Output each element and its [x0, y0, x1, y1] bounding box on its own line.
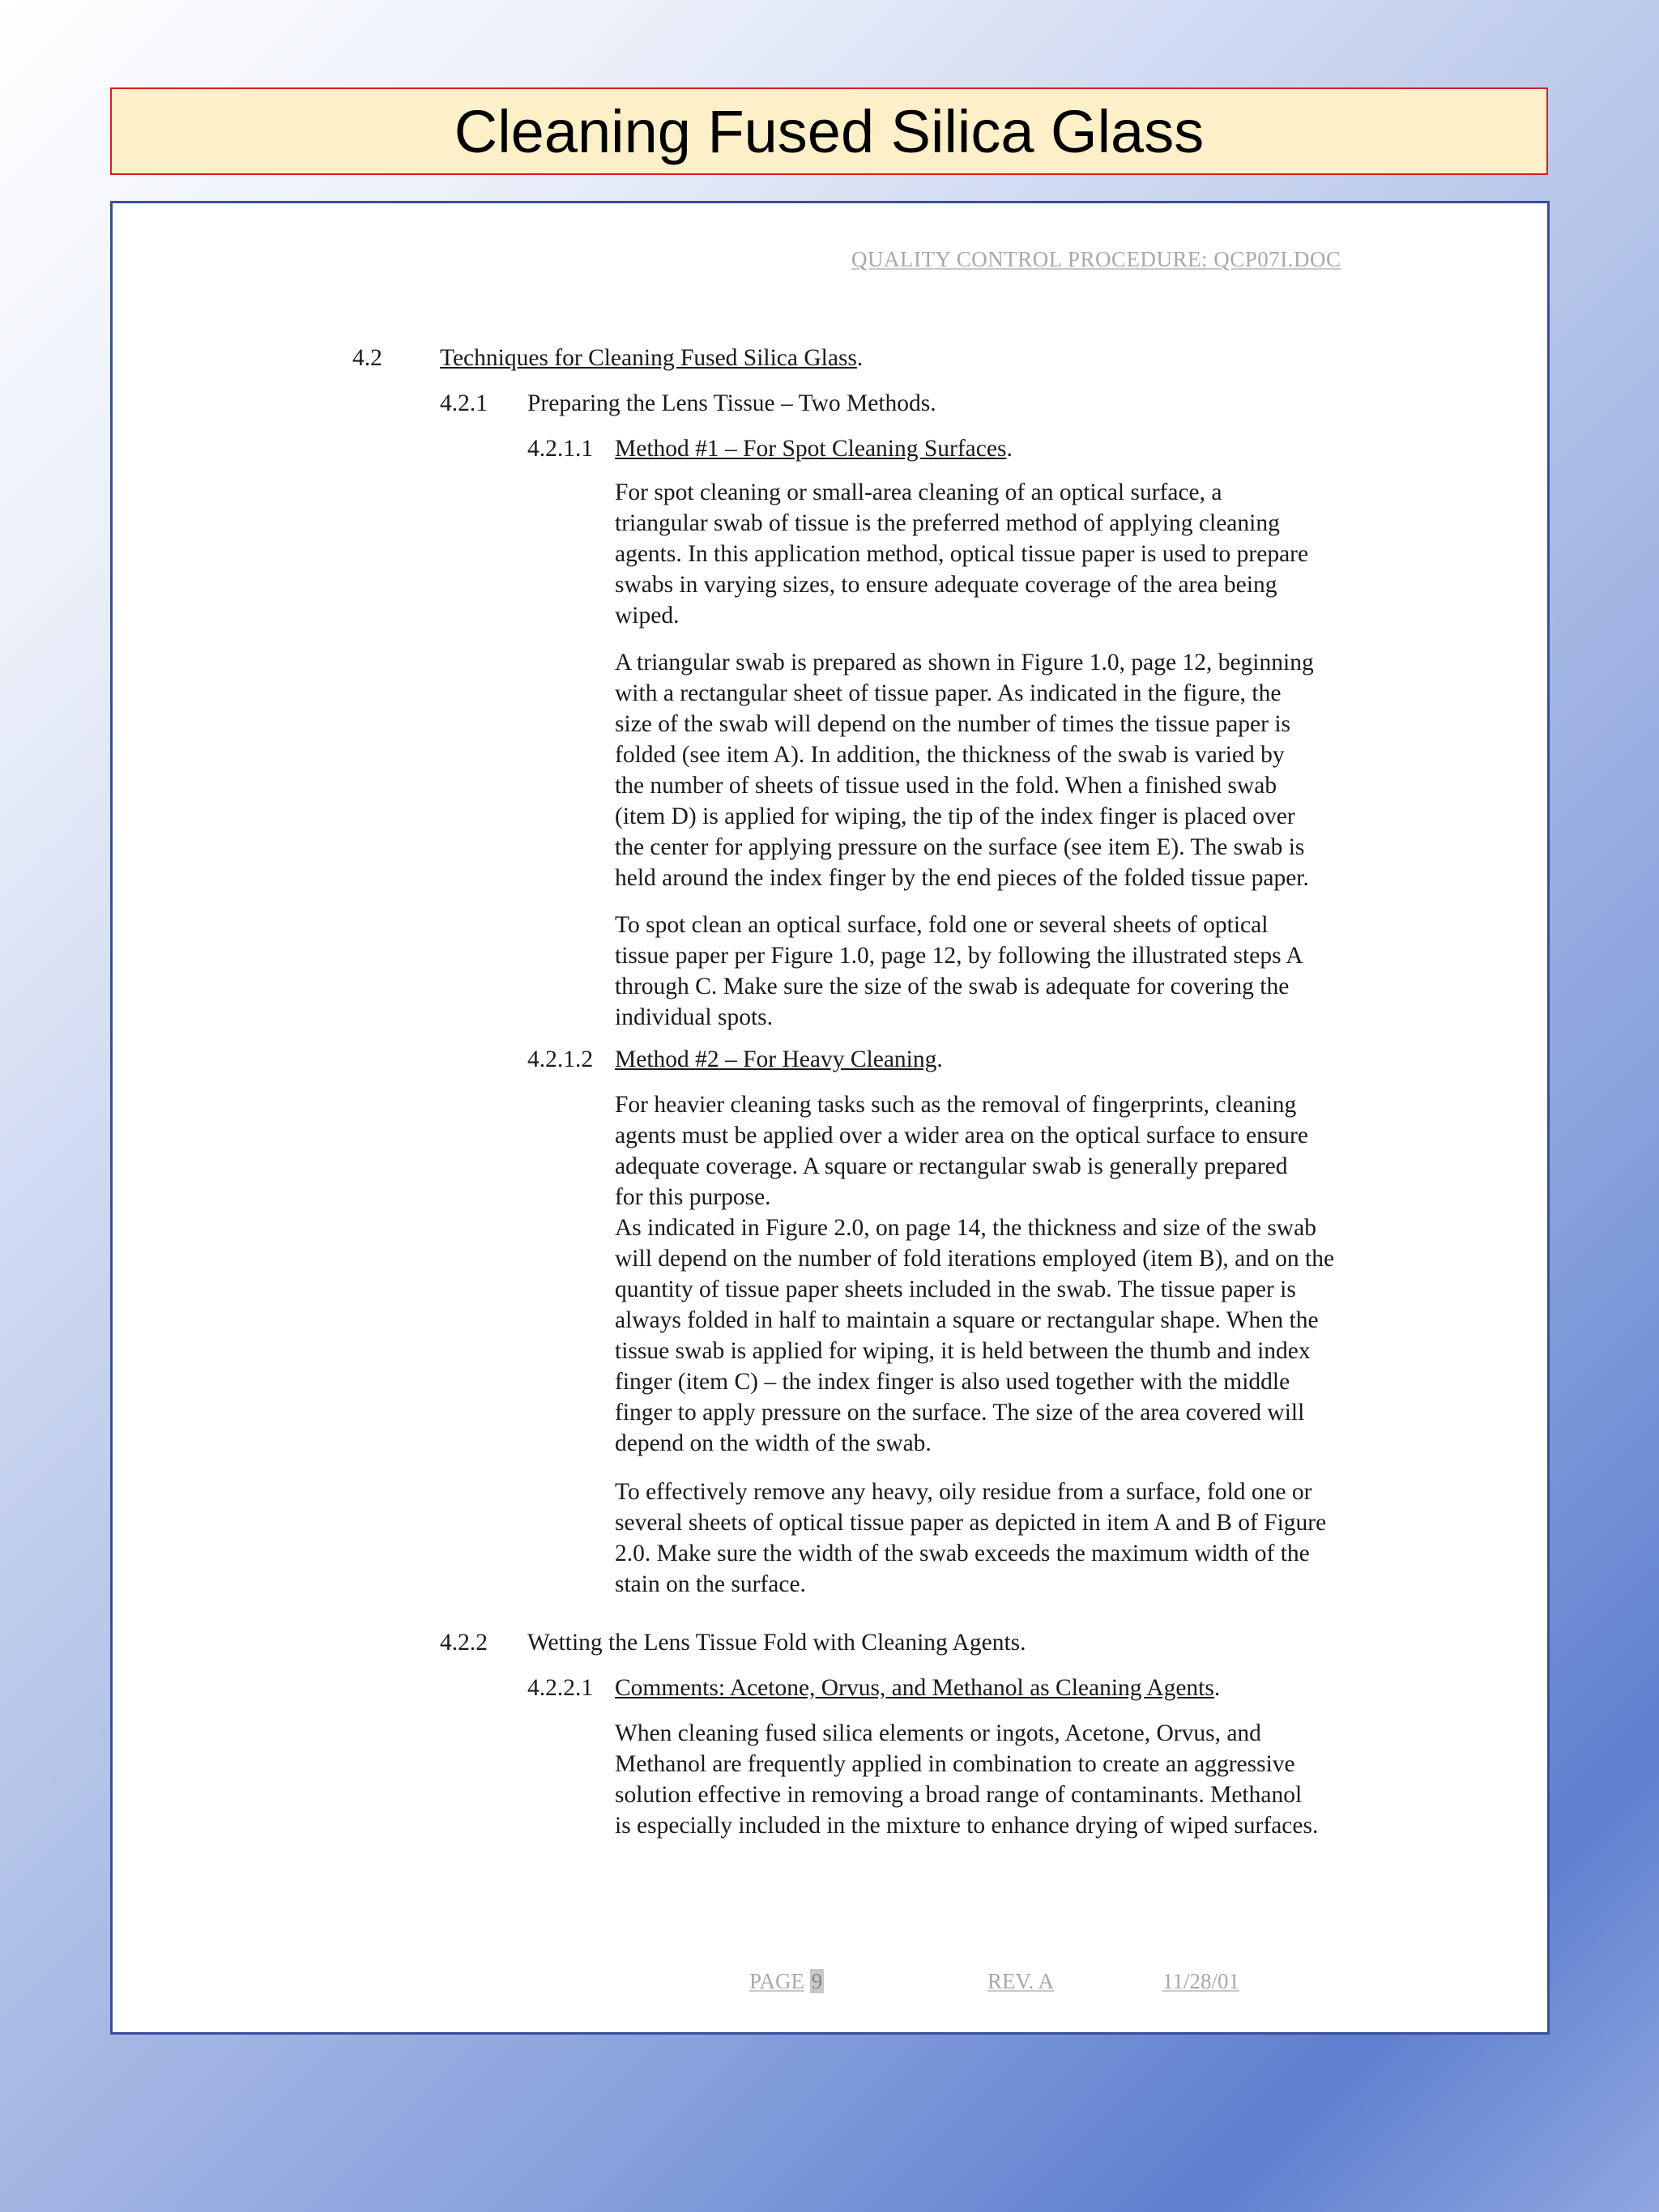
footer-page-label: PAGE: [749, 1969, 805, 1993]
paragraph-line: solution effective in removing a broad range of contaminants. Methanol: [615, 1782, 1303, 1808]
paragraph-line: wiped.: [615, 603, 680, 629]
section-4-2-2-title: Wetting the Lens Tissue Fold with Cleaning Agents.: [527, 1630, 1026, 1656]
document-page: [110, 201, 1550, 2035]
paragraph-line: always folded in half to maintain a square or rectangular shape. When the: [615, 1307, 1319, 1333]
section-4-2-1-2-title: Method #2 – For Heavy Cleaning: [615, 1046, 937, 1072]
paragraph-line: individual spots.: [615, 1004, 774, 1030]
paragraph-line: (item D) is applied for wiping, the tip of the index finger is placed over: [615, 803, 1295, 829]
paragraph-line: As indicated in Figure 2.0, on page 14, the thickness and size of the swab: [615, 1215, 1316, 1241]
section-4-2-1-1-number: 4.2.1.1: [527, 436, 594, 462]
footer-date: [1162, 1969, 1239, 1994]
paragraph-line: the center for applying pressure on the surface (see item E). The swab is: [615, 834, 1305, 860]
paragraph-7: [615, 1718, 1425, 1841]
paragraph-line: 2.0. Make sure the width of the swab exceeds the maximum width of the: [615, 1541, 1310, 1566]
section-4-2-2-1-number: 4.2.2.1: [527, 1675, 594, 1701]
slide-title-box: [110, 87, 1548, 175]
slide-title: Cleaning Fused Silica Glass: [454, 97, 1205, 165]
paragraph-line: To effectively remove any heavy, oily residue from a surface, fold one or: [615, 1479, 1312, 1505]
paragraph-line: swabs in varying sizes, to ensure adequate coverage of the area being: [615, 572, 1277, 598]
paragraph-line: depend on the width of the swab.: [615, 1430, 932, 1456]
paragraph-line: agents must be applied over a wider area on the optical surface to ensure: [615, 1123, 1308, 1149]
section-4-2-1-2-punct: .: [936, 1046, 943, 1072]
paragraph-line: is especially included in the mixture to enhance drying of wiped surfaces.: [615, 1813, 1319, 1839]
paragraph-3: [615, 910, 1425, 1033]
paragraph-line: folded (see item A). In addition, the thickness of the swab is varied by: [615, 742, 1285, 768]
paragraph-2: [615, 647, 1425, 893]
document-header: QUALITY CONTROL PROCEDURE: QCP07I.DOC: [851, 247, 1341, 271]
paragraph-line: To spot clean an optical surface, fold one or several sheets of optical: [615, 912, 1269, 938]
section-4-2-1-1-punct: .: [1006, 436, 1013, 462]
paragraph-1: [615, 477, 1425, 631]
paragraph-line: will depend on the number of fold iterations employed (item B), and on the: [615, 1246, 1335, 1272]
section-4-2-2-1-heading: [615, 1673, 1220, 1703]
section-4-2-1-title: Preparing the Lens Tissue – Two Methods.: [527, 390, 936, 416]
paragraph-line: triangular swab of tissue is the preferred method of applying cleaning: [615, 510, 1280, 536]
paragraph-line: for this purpose.: [615, 1184, 771, 1210]
section-4-2-2-1-title: Comments: Acetone, Orvus, and Methanol as Cleaning Agents: [615, 1675, 1214, 1701]
paragraph-line: quantity of tissue paper sheets included in the swab. The tissue paper is: [615, 1276, 1296, 1302]
section-4-2-1-1-title: Method #1 – For Spot Cleaning Surfaces: [615, 436, 1007, 462]
paragraph-line: When cleaning fused silica elements or ingots, Acetone, Orvus, and: [615, 1720, 1261, 1746]
paragraph-line: with a rectangular sheet of tissue paper. As indicated in the figure, the: [615, 680, 1282, 706]
footer-page-number: 9: [811, 1969, 823, 1993]
paragraph-line: For spot cleaning or small-area cleaning of an optical surface, a: [615, 479, 1222, 505]
paragraph-line: size of the swab will depend on the number of times the tissue paper is: [615, 711, 1290, 737]
paragraph-line: finger to apply pressure on the surface. The size of the area covered will: [615, 1400, 1305, 1426]
paragraph-line: stain on the surface.: [615, 1571, 806, 1597]
paragraph-line: agents. In this application method, optical tissue paper is used to prepare: [615, 541, 1309, 567]
section-4-2-1-number: 4.2.1: [440, 390, 488, 416]
section-4-2-heading: [440, 343, 863, 373]
section-4-2-title: Techniques for Cleaning Fused Silica Glass: [440, 345, 857, 371]
section-4-2-2-number: 4.2.2: [440, 1630, 488, 1656]
paragraph-line: Methanol are frequently applied in combination to create an aggressive: [615, 1751, 1295, 1777]
paragraph-5: [615, 1213, 1425, 1459]
section-4-2-punct: .: [856, 345, 864, 371]
paragraph-line: tissue paper per Figure 1.0, page 12, by following the illustrated steps A: [615, 943, 1303, 969]
section-4-2-2-1-punct: .: [1213, 1675, 1221, 1701]
footer-date-text: 11/28/01: [1162, 1969, 1240, 1993]
section-4-2-1-2-heading: [615, 1044, 943, 1075]
footer-rev: [987, 1969, 1054, 1994]
paragraph-line: tissue swab is applied for wiping, it is held between the thumb and index: [615, 1338, 1311, 1364]
section-4-2-number: 4.2: [352, 345, 382, 371]
section-4-2-1-1-heading: [615, 433, 1013, 464]
footer-rev-text: REV. A: [987, 1969, 1055, 1993]
section-4-2-1-2-number: 4.2.1.2: [527, 1046, 594, 1072]
paragraph-line: adequate coverage. A square or rectangular swab is generally prepared: [615, 1153, 1288, 1179]
paragraph-line: finger (item C) – the index finger is also used together with the middle: [615, 1369, 1290, 1395]
footer-page: [749, 1969, 824, 1994]
paragraph-line: For heavier cleaning tasks such as the removal of fingerprints, cleaning: [615, 1092, 1297, 1118]
paragraph-4: [615, 1089, 1425, 1213]
paragraph-line: through C. Make sure the size of the swab is adequate for covering the: [615, 974, 1290, 999]
paragraph-line: held around the index finger by the end pieces of the folded tissue paper.: [615, 865, 1309, 891]
paragraph-6: [615, 1477, 1425, 1600]
paragraph-line: the number of sheets of tissue used in the fold. When a finished swab: [615, 773, 1277, 799]
paragraph-line: several sheets of optical tissue paper as depicted in item A and B of Figure: [615, 1510, 1327, 1536]
paragraph-line: A triangular swab is prepared as shown in Figure 1.0, page 12, beginning: [615, 650, 1314, 676]
